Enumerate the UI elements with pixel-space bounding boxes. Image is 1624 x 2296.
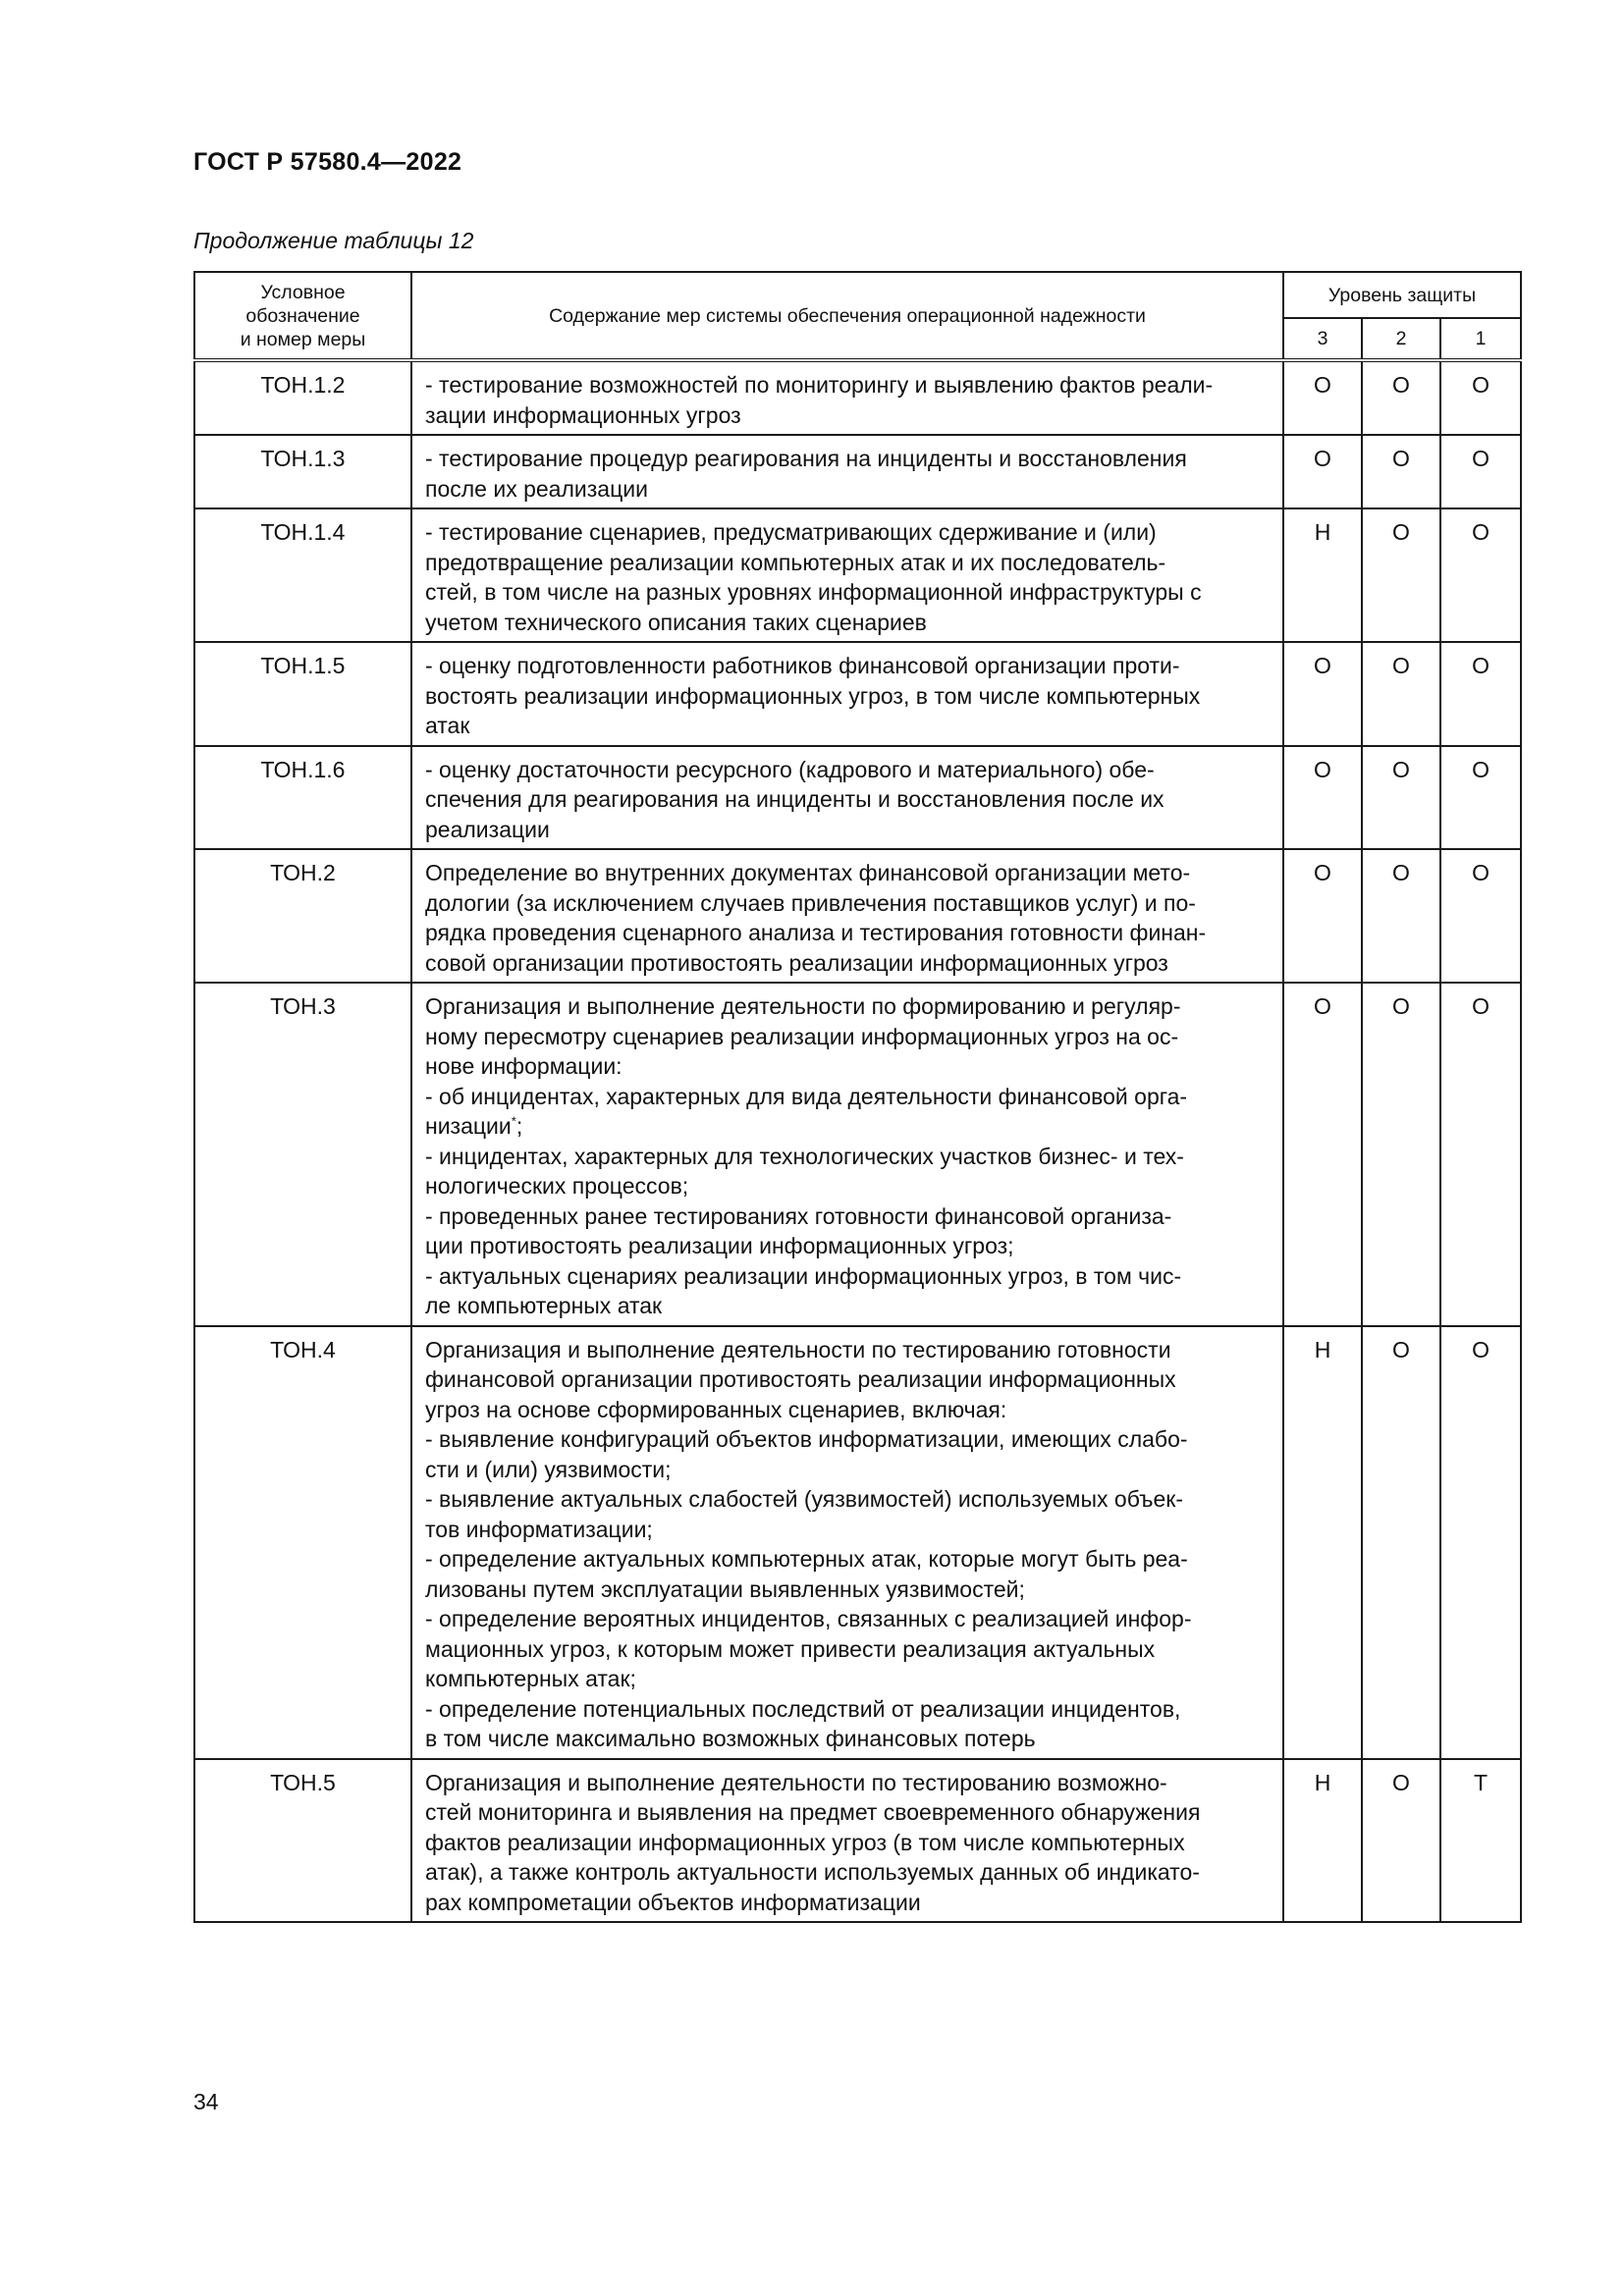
measure-content-line: Организация и выполнение деятельности по тестированию возможно- xyxy=(425,1769,1167,1795)
table-row xyxy=(194,746,1521,850)
measure-content-line: Организация и выполнение деятельности по формированию и регуляр- xyxy=(425,993,1181,1019)
measure-content xyxy=(411,508,1283,642)
measure-content-line: - оценку подготовленности работников финансовой организации проти- xyxy=(425,653,1180,678)
measure-content-line: - выявление конфигураций объектов информатизации, имеющих слабо- xyxy=(425,1426,1188,1452)
level-2-value: О xyxy=(1362,746,1440,850)
measure-content-line: - тестирование сценариев, предусматривающих сдерживание и (или) xyxy=(425,519,1157,545)
measure-content-line: финансовой организации противостоять реализации информационных xyxy=(425,1366,1176,1392)
level-3-value: О xyxy=(1283,849,1362,983)
table-row xyxy=(194,1759,1521,1923)
measure-content-line: ному пересмотру сценариев реализации информационных угроз на ос- xyxy=(425,1023,1179,1049)
level-2-value: О xyxy=(1362,983,1440,1326)
measure-content-line: совой организации противостоять реализации информационных угроз xyxy=(425,949,1168,976)
measure-content-line: - тестирование процедур реагирования на инциденты и восстановления xyxy=(425,446,1187,471)
level-2-value: О xyxy=(1362,1326,1440,1759)
measures-table xyxy=(193,271,1522,1923)
header-code-line: и номер меры xyxy=(240,328,366,350)
table-row xyxy=(194,642,1521,746)
level-2-value: О xyxy=(1362,508,1440,642)
measure-content-line: - актуальных сценариях реализации информационных угроз, в том чис- xyxy=(425,1262,1182,1289)
measure-code: ТОН.4 xyxy=(194,1326,411,1759)
measure-content-line: нове информации: xyxy=(425,1053,623,1079)
table-row xyxy=(194,849,1521,983)
measure-content-line: - выявление актуальных слабостей (уязвимостей) используемых объек- xyxy=(425,1486,1184,1512)
level-3-value: Н xyxy=(1283,508,1362,642)
measure-content-line: сти и (или) уязвимости; xyxy=(425,1456,672,1482)
measure-content-line: - оценку достаточности ресурсного (кадрового и материального) обе- xyxy=(425,756,1155,782)
level-1-value: О xyxy=(1440,642,1521,746)
table-row xyxy=(194,983,1521,1326)
level-1-value: Т xyxy=(1440,1759,1521,1923)
level-3-value: Н xyxy=(1283,1326,1362,1759)
level-3-value: О xyxy=(1283,435,1362,508)
table-row xyxy=(194,360,1521,435)
measure-content-line: - определение актуальных компьютерных атак, которые могут быть реа- xyxy=(425,1546,1188,1572)
header-code-line: обозначение xyxy=(245,304,360,327)
measure-content-line: рах компрометации объектов информатизации xyxy=(425,1889,921,1915)
header-level: Уровень защиты xyxy=(1283,272,1521,318)
document-code: ГОСТ Р 57580.4—2022 xyxy=(193,148,462,176)
level-2-value: О xyxy=(1362,849,1440,983)
measure-content-line: компьютерных атак; xyxy=(425,1666,636,1691)
page-number: 34 xyxy=(193,2089,219,2114)
measure-content-line: - определение вероятных инцидентов, связанных с реализацией инфор- xyxy=(425,1606,1192,1631)
measure-content-line: Определение во внутренних документах финансовой организации мето- xyxy=(425,860,1191,885)
level-3-value: О xyxy=(1283,360,1362,435)
measure-content-line: - определение потенциальных последствий от реализации инцидентов, xyxy=(425,1695,1181,1722)
level-1-value: О xyxy=(1440,849,1521,983)
level-3-value: О xyxy=(1283,983,1362,1326)
level-2-value: О xyxy=(1362,1759,1440,1923)
measure-content xyxy=(411,849,1283,983)
measure-content xyxy=(411,746,1283,850)
header-content: Содержание мер системы обеспечения операционной надежности xyxy=(411,272,1283,360)
table-row xyxy=(194,1326,1521,1759)
header-level-1: 1 xyxy=(1440,318,1521,360)
measure-content-line: в том числе максимально возможных финансовых потерь xyxy=(425,1726,1036,1751)
level-3-value: О xyxy=(1283,642,1362,746)
measure-content-line: низации*; xyxy=(425,1113,523,1139)
measure-code: ТОН.1.3 xyxy=(194,435,411,508)
measure-content-line: атак xyxy=(425,713,470,738)
measure-content-line: угроз на основе сформированных сценариев, включая: xyxy=(425,1396,1007,1422)
level-3-value: О xyxy=(1283,746,1362,850)
measure-content-line: - инцидентах, характерных для технологических участков бизнес- и тех- xyxy=(425,1143,1184,1169)
measure-content-line: фактов реализации информационных угроз (в том числе компьютерных xyxy=(425,1829,1185,1855)
measure-content-line: - проведенных ранее тестированиях готовности финансовой организа- xyxy=(425,1202,1172,1229)
header-code-line: Условное xyxy=(260,281,346,303)
measure-content-line: ле компьютерных атак xyxy=(425,1293,663,1318)
header-code xyxy=(194,272,411,360)
measure-content-line: предотвращение реализации компьютерных атак и их последователь- xyxy=(425,549,1166,575)
level-1-value: О xyxy=(1440,435,1521,508)
level-2-value: О xyxy=(1362,360,1440,435)
measure-content-line: после их реализации xyxy=(425,475,648,502)
measure-code: ТОН.5 xyxy=(194,1759,411,1923)
level-1-value: О xyxy=(1440,360,1521,435)
level-1-value: О xyxy=(1440,983,1521,1326)
table-body xyxy=(194,360,1521,1922)
measure-code: ТОН.1.4 xyxy=(194,508,411,642)
level-1-value: О xyxy=(1440,1326,1521,1759)
level-2-value: О xyxy=(1362,435,1440,508)
measure-content-line: учетом технического описания таких сценариев xyxy=(425,609,927,635)
measure-content xyxy=(411,1326,1283,1759)
measure-content xyxy=(411,360,1283,435)
header-level-2: 2 xyxy=(1362,318,1440,360)
measure-code: ТОН.2 xyxy=(194,849,411,983)
table-row xyxy=(194,508,1521,642)
measure-code: ТОН.3 xyxy=(194,983,411,1326)
level-1-value: О xyxy=(1440,508,1521,642)
level-3-value: Н xyxy=(1283,1759,1362,1923)
measure-content-line: - тестирование возможностей по мониторингу и выявлению фактов реали- xyxy=(425,372,1214,398)
measure-content-line: спечения для реагирования на инциденты и восстановления после их xyxy=(425,786,1164,812)
measure-content xyxy=(411,1759,1283,1923)
table-caption: Продолжение таблицы 12 xyxy=(193,228,474,253)
measure-content-line: востоять реализации информационных угроз, в том числе компьютерных xyxy=(425,682,1201,709)
level-1-value: О xyxy=(1440,746,1521,850)
measure-content-line: дологии (за исключением случаев привлечения поставщиков услуг) и по- xyxy=(425,889,1196,916)
measure-content-line: рядка проведения сценарного анализа и тестирования готовности финан- xyxy=(425,920,1207,945)
measure-content xyxy=(411,435,1283,508)
measure-code: ТОН.1.6 xyxy=(194,746,411,850)
measure-content-line: Организация и выполнение деятельности по тестированию готовности xyxy=(425,1336,1171,1362)
measure-content-line: стей мониторинга и выявления на предмет своевременного обнаружения xyxy=(425,1799,1201,1825)
measure-content-line: реализации xyxy=(425,816,550,842)
measure-content-line: мационных угроз, к которым может привести реализация актуальных xyxy=(425,1635,1156,1662)
level-2-value: О xyxy=(1362,642,1440,746)
measure-content xyxy=(411,642,1283,746)
measure-content xyxy=(411,983,1283,1326)
measure-content-line: тов информатизации; xyxy=(425,1516,653,1542)
table-row xyxy=(194,435,1521,508)
measure-content-line: - об инцидентах, характерных для вида деятельности финансовой орга- xyxy=(425,1083,1188,1109)
measure-content-line: зации информационных угроз xyxy=(425,401,741,428)
measure-content-line: атак), а также контроль актуальности используемых данных об индикато- xyxy=(425,1859,1200,1885)
measure-content-line: ции противостоять реализации информационных угроз; xyxy=(425,1233,1014,1258)
measure-content-line: лизованы путем эксплуатации выявленных уязвимостей; xyxy=(425,1575,1025,1602)
measure-content-line: нологических процессов; xyxy=(425,1173,689,1199)
measure-code: ТОН.1.5 xyxy=(194,642,411,746)
measure-content-line: стей, в том числе на разных уровнях информационной инфраструктуры с xyxy=(425,579,1202,605)
measure-code: ТОН.1.2 xyxy=(194,360,411,435)
header-level-3: 3 xyxy=(1283,318,1362,360)
